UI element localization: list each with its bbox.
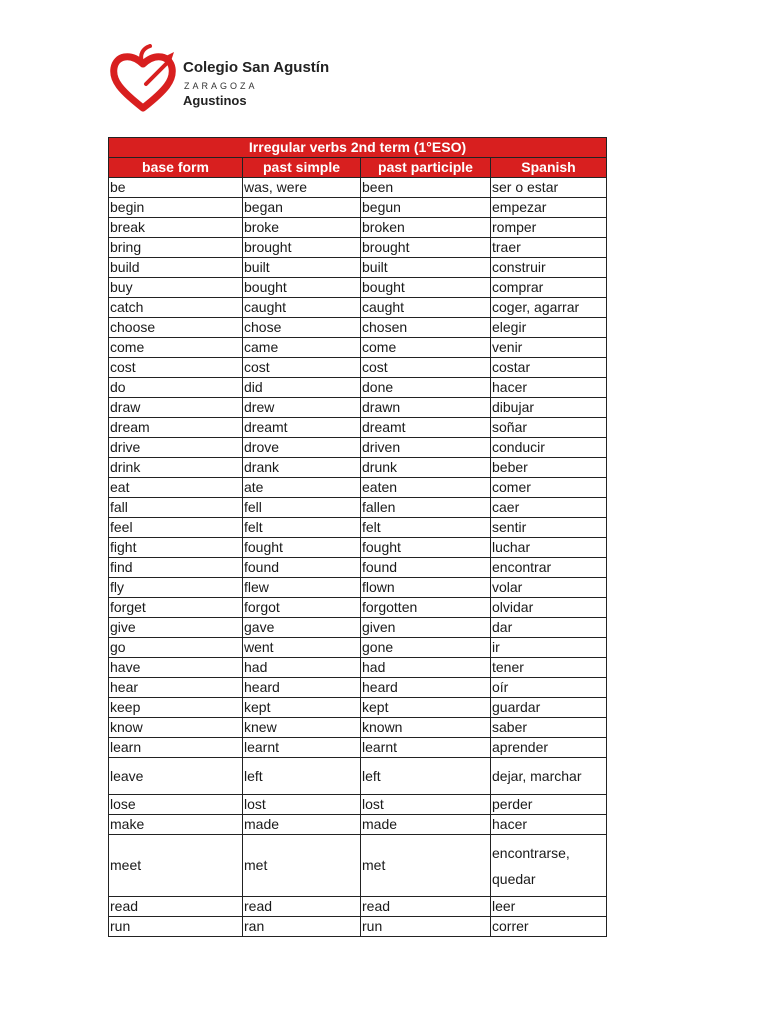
table-row	[109, 238, 607, 258]
cell-spanish: romper	[491, 218, 607, 238]
table-row	[109, 438, 607, 458]
cell-past-simple: came	[243, 338, 361, 358]
cell-past-simple: bought	[243, 278, 361, 298]
table-row	[109, 598, 607, 618]
cell-base-form: buy	[109, 278, 243, 298]
table-row	[109, 638, 607, 658]
cell-past-participle: read	[361, 897, 491, 917]
column-header-base-form: base form	[109, 158, 243, 178]
cell-spanish: costar	[491, 358, 607, 378]
cell-base-form: come	[109, 338, 243, 358]
table-row	[109, 358, 607, 378]
cell-spanish: beber	[491, 458, 607, 478]
cell-past-participle: chosen	[361, 318, 491, 338]
cell-past-simple: drove	[243, 438, 361, 458]
table-row	[109, 738, 607, 758]
cell-base-form: hear	[109, 678, 243, 698]
cell-past-participle: known	[361, 718, 491, 738]
cell-spanish: leer	[491, 897, 607, 917]
cell-base-form: catch	[109, 298, 243, 318]
table-row	[109, 795, 607, 815]
cell-spanish: venir	[491, 338, 607, 358]
cell-spanish: encontrarse, quedar	[491, 835, 607, 897]
cell-base-form: keep	[109, 698, 243, 718]
cell-base-form: have	[109, 658, 243, 678]
cell-past-participle: had	[361, 658, 491, 678]
cell-base-form: meet	[109, 835, 243, 897]
table-row	[109, 298, 607, 318]
cell-past-simple: kept	[243, 698, 361, 718]
cell-past-simple: cost	[243, 358, 361, 378]
cell-past-simple: drank	[243, 458, 361, 478]
cell-spanish: dibujar	[491, 398, 607, 418]
cell-base-form: cost	[109, 358, 243, 378]
cell-past-simple: flew	[243, 578, 361, 598]
table-row	[109, 897, 607, 917]
table-row	[109, 758, 607, 795]
cell-base-form: lose	[109, 795, 243, 815]
table-row	[109, 278, 607, 298]
cell-spanish: volar	[491, 578, 607, 598]
cell-spanish: caer	[491, 498, 607, 518]
cell-spanish: dar	[491, 618, 607, 638]
table-row	[109, 558, 607, 578]
table-row	[109, 258, 607, 278]
cell-spanish: hacer	[491, 378, 607, 398]
cell-spanish: soñar	[491, 418, 607, 438]
cell-past-simple: learnt	[243, 738, 361, 758]
table-row	[109, 578, 607, 598]
cell-past-participle: done	[361, 378, 491, 398]
cell-base-form: read	[109, 897, 243, 917]
table-row	[109, 338, 607, 358]
cell-base-form: fall	[109, 498, 243, 518]
table-row	[109, 618, 607, 638]
cell-spanish: hacer	[491, 815, 607, 835]
cell-past-participle: lost	[361, 795, 491, 815]
table-row	[109, 178, 607, 198]
cell-spanish: coger, agarrar	[491, 298, 607, 318]
cell-past-participle: cost	[361, 358, 491, 378]
table-row	[109, 678, 607, 698]
table-row	[109, 815, 607, 835]
cell-past-simple: felt	[243, 518, 361, 538]
cell-past-simple: went	[243, 638, 361, 658]
cell-spanish: perder	[491, 795, 607, 815]
cell-past-simple: lost	[243, 795, 361, 815]
table-row	[109, 478, 607, 498]
cell-past-participle: been	[361, 178, 491, 198]
cell-past-participle: fallen	[361, 498, 491, 518]
column-header-spanish: Spanish	[491, 158, 607, 178]
cell-past-simple: chose	[243, 318, 361, 338]
cell-past-simple: was, were	[243, 178, 361, 198]
cell-base-form: dream	[109, 418, 243, 438]
cell-base-form: forget	[109, 598, 243, 618]
school-order: Agustinos	[183, 93, 247, 108]
cell-past-simple: built	[243, 258, 361, 278]
cell-base-form: draw	[109, 398, 243, 418]
cell-base-form: begin	[109, 198, 243, 218]
table-row	[109, 917, 607, 937]
table-row	[109, 718, 607, 738]
cell-past-participle: left	[361, 758, 491, 795]
cell-past-participle: eaten	[361, 478, 491, 498]
table-row	[109, 458, 607, 478]
cell-base-form: do	[109, 378, 243, 398]
cell-base-form: learn	[109, 738, 243, 758]
cell-past-simple: dreamt	[243, 418, 361, 438]
cell-past-simple: broke	[243, 218, 361, 238]
cell-past-simple: caught	[243, 298, 361, 318]
cell-spanish: ser o estar	[491, 178, 607, 198]
cell-past-simple: heard	[243, 678, 361, 698]
cell-spanish: elegir	[491, 318, 607, 338]
cell-past-participle: built	[361, 258, 491, 278]
cell-past-simple: ran	[243, 917, 361, 937]
cell-past-simple: fell	[243, 498, 361, 518]
table-header-row	[109, 158, 607, 178]
cell-base-form: leave	[109, 758, 243, 795]
cell-past-participle: drawn	[361, 398, 491, 418]
cell-base-form: fight	[109, 538, 243, 558]
cell-past-participle: bought	[361, 278, 491, 298]
cell-spanish: sentir	[491, 518, 607, 538]
table-row	[109, 218, 607, 238]
cell-spanish: aprender	[491, 738, 607, 758]
table-row	[109, 658, 607, 678]
cell-base-form: know	[109, 718, 243, 738]
cell-past-participle: flown	[361, 578, 491, 598]
cell-base-form: choose	[109, 318, 243, 338]
cell-spanish: construir	[491, 258, 607, 278]
cell-past-simple: knew	[243, 718, 361, 738]
school-name: Colegio San Agustín	[183, 59, 330, 76]
heart-logo-icon	[110, 44, 176, 114]
cell-past-participle: dreamt	[361, 418, 491, 438]
column-header-past-participle: past participle	[361, 158, 491, 178]
table-row	[109, 835, 607, 897]
cell-spanish: ir	[491, 638, 607, 658]
table-row	[109, 398, 607, 418]
cell-past-simple: gave	[243, 618, 361, 638]
table-body	[109, 178, 607, 937]
table-row	[109, 498, 607, 518]
table-row	[109, 198, 607, 218]
table-row	[109, 698, 607, 718]
school-logo	[110, 44, 350, 114]
cell-past-participle: drunk	[361, 458, 491, 478]
cell-past-participle: gone	[361, 638, 491, 658]
cell-past-simple: read	[243, 897, 361, 917]
cell-past-simple: began	[243, 198, 361, 218]
cell-spanish: dejar, marchar	[491, 758, 607, 795]
cell-spanish: empezar	[491, 198, 607, 218]
table-title-row	[109, 138, 607, 158]
cell-base-form: feel	[109, 518, 243, 538]
cell-past-simple: made	[243, 815, 361, 835]
table-title: Irregular verbs 2nd term (1°ESO)	[109, 138, 607, 158]
cell-past-participle: come	[361, 338, 491, 358]
cell-spanish: olvidar	[491, 598, 607, 618]
cell-spanish: saber	[491, 718, 607, 738]
cell-base-form: drink	[109, 458, 243, 478]
cell-spanish: comprar	[491, 278, 607, 298]
cell-base-form: break	[109, 218, 243, 238]
cell-past-simple: drew	[243, 398, 361, 418]
cell-base-form: build	[109, 258, 243, 278]
cell-past-participle: broken	[361, 218, 491, 238]
cell-past-participle: caught	[361, 298, 491, 318]
column-header-past-simple: past simple	[243, 158, 361, 178]
cell-past-simple: did	[243, 378, 361, 398]
cell-spanish: correr	[491, 917, 607, 937]
cell-past-simple: had	[243, 658, 361, 678]
cell-past-participle: driven	[361, 438, 491, 458]
school-city: ZARAGOZA	[184, 81, 258, 91]
table-row	[109, 318, 607, 338]
table-row	[109, 518, 607, 538]
cell-past-participle: run	[361, 917, 491, 937]
cell-past-participle: made	[361, 815, 491, 835]
cell-base-form: drive	[109, 438, 243, 458]
cell-spanish: encontrar	[491, 558, 607, 578]
cell-past-participle: met	[361, 835, 491, 897]
table-row	[109, 538, 607, 558]
cell-past-simple: brought	[243, 238, 361, 258]
cell-past-participle: learnt	[361, 738, 491, 758]
cell-past-participle: forgotten	[361, 598, 491, 618]
cell-past-simple: ate	[243, 478, 361, 498]
cell-past-simple: left	[243, 758, 361, 795]
cell-base-form: find	[109, 558, 243, 578]
cell-past-participle: heard	[361, 678, 491, 698]
cell-past-simple: found	[243, 558, 361, 578]
cell-spanish: luchar	[491, 538, 607, 558]
cell-base-form: fly	[109, 578, 243, 598]
cell-spanish: oír	[491, 678, 607, 698]
table-row	[109, 418, 607, 438]
table-row	[109, 378, 607, 398]
cell-past-participle: begun	[361, 198, 491, 218]
cell-spanish: comer	[491, 478, 607, 498]
cell-past-simple: forgot	[243, 598, 361, 618]
cell-base-form: make	[109, 815, 243, 835]
cell-base-form: give	[109, 618, 243, 638]
cell-spanish: tener	[491, 658, 607, 678]
cell-past-participle: fought	[361, 538, 491, 558]
cell-base-form: run	[109, 917, 243, 937]
cell-base-form: eat	[109, 478, 243, 498]
cell-past-participle: felt	[361, 518, 491, 538]
cell-spanish: guardar	[491, 698, 607, 718]
cell-past-simple: fought	[243, 538, 361, 558]
cell-spanish: conducir	[491, 438, 607, 458]
cell-past-simple: met	[243, 835, 361, 897]
cell-base-form: go	[109, 638, 243, 658]
cell-past-participle: brought	[361, 238, 491, 258]
cell-past-participle: kept	[361, 698, 491, 718]
cell-base-form: be	[109, 178, 243, 198]
irregular-verbs-table	[108, 137, 607, 937]
cell-past-participle: found	[361, 558, 491, 578]
cell-past-participle: given	[361, 618, 491, 638]
cell-spanish: traer	[491, 238, 607, 258]
cell-base-form: bring	[109, 238, 243, 258]
